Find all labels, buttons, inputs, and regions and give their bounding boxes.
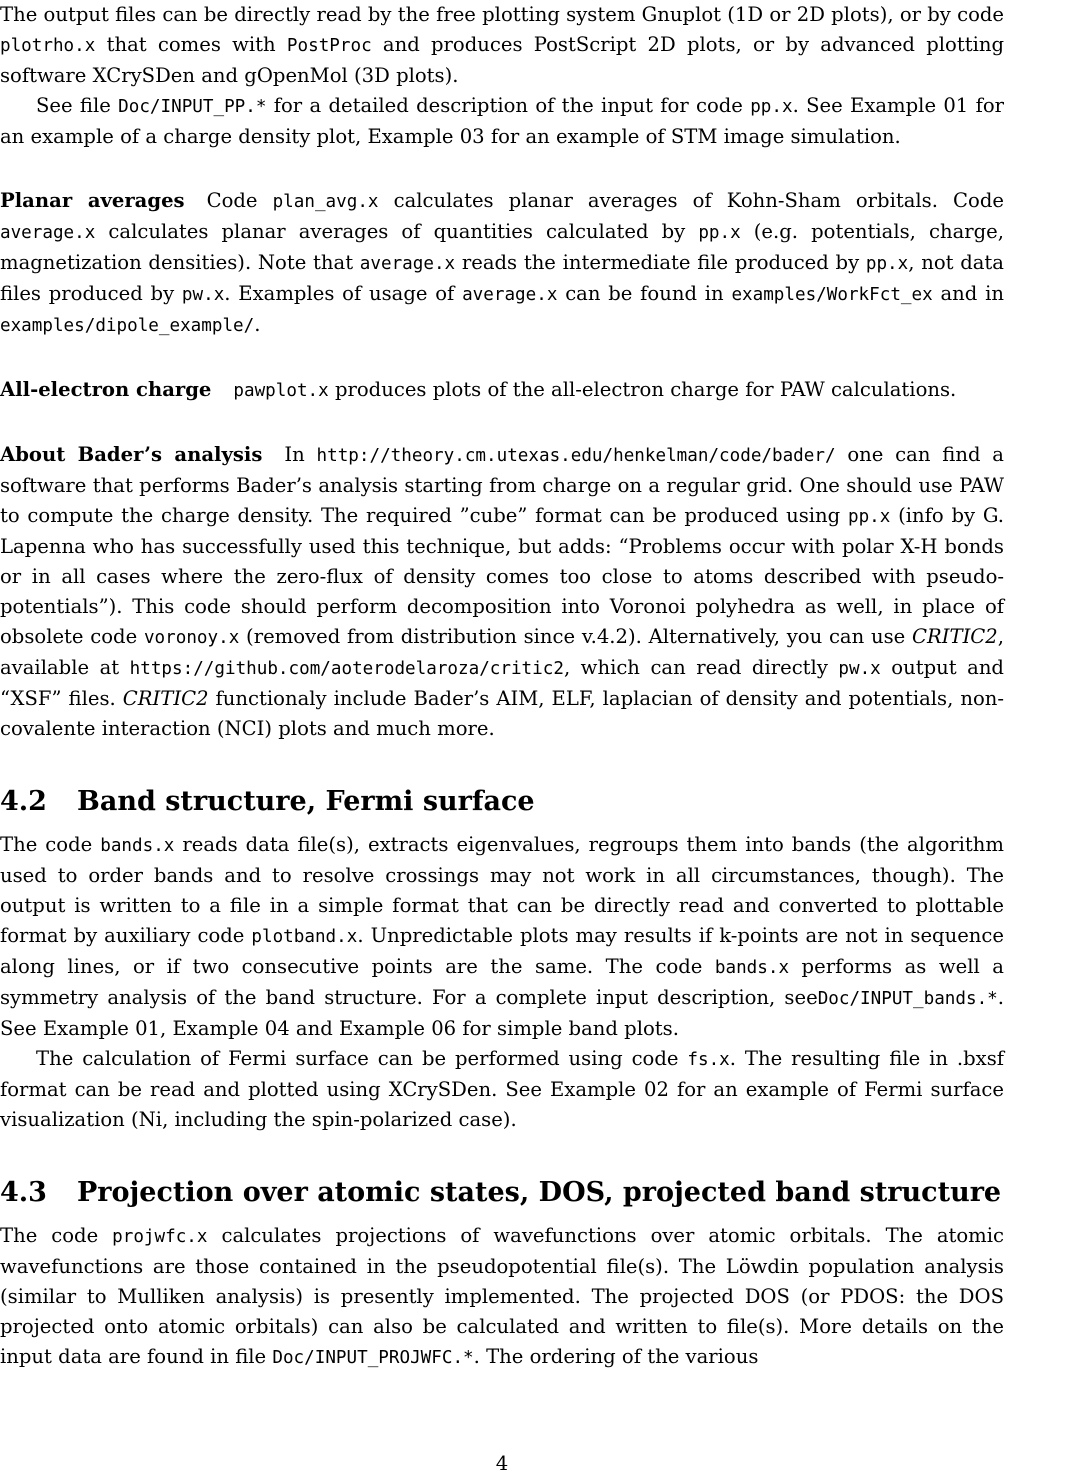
all-electron-heading: All-electron charge	[0, 378, 212, 401]
intro-paragraph-1: The output files can be directly read by the free plotting system Gnuplot (1D or 2D plots), or by code plotrho.x that comes with PostProc and produces PostScript 2D plots, or by advanced plotting software XCrySDen and gOpenMol (3D plots).	[0, 3, 1004, 87]
path-workfct-example: examples/WorkFct_ex	[731, 285, 933, 305]
section-4-3-paragraph-1: The code projwfc.x calculates projections of wavefunctions over atomic orbitals. The atomic wavefunctions are those contained in the pseudopotential file(s). The Löwdin population analysis (similar to Mulliken analysis) is presently implemented. The projected DOS (or PDOS: the DOS projected onto atomic orbitals) can also be calculated and written to file(s). More details on the input data are found in file Doc/INPUT_PROJWFC.*. The ordering of the various	[0, 1224, 1005, 1368]
bader-paragraph: About Bader’s analysis In http://theory.cm.utexas.edu/henkelman/code/bader/ one can find a software that performs Bader’s analysis starting from charge on a regular grid. One should use PAW to compute the charge density. The required ”cube” format can be produced using pp.x (info by G. Lapenna who has successfully used this technique, but adds: “Problems occur with polar X-H bonds or in all cases where the zero-flux of density comes too close to atoms described with pseudo-potentials”). This code should perform decomposition into Voronoi polyhedra as well, in place of obsolete code voronoy.x (removed from distribution since v.4.2). Alternatively, you can use CRITIC2, available at https://github.com/aoterodelaroza/critic2, which can read directly pw.x output and “XSF” files. CRITIC2 functionaly include Bader’s AIM, ELF, laplacian of density and potentials, non-covalente interaction (NCI) plots and much more.	[0, 443, 1005, 740]
code-plotrho: plotrho.x	[0, 36, 96, 56]
section-4-2-paragraph-2: The calculation of Fermi surface can be performed using code fs.x. The resulting file in .bxsf format can be read and plotted using XCrySDen. See Example 02 for an example of Fermi surface visualization (Ni, including the spin-polarized case).	[0, 1047, 1004, 1131]
path-dipole-example: examples/dipole_example/	[0, 316, 255, 336]
spacer	[0, 1135, 1004, 1175]
code-pp: pp.x	[750, 97, 793, 117]
section-4-3-heading: 4.3 Projection over atomic states, DOS, projected band structure	[0, 1177, 1002, 1208]
bader-heading: About Bader’s analysis	[0, 443, 263, 466]
section-4-2-heading: 4.2 Band structure, Fermi surface	[0, 786, 535, 817]
code-postproc: PostProc	[286, 36, 372, 56]
spacer	[0, 406, 1004, 440]
section-4-2-paragraph-1: The code bands.x reads data file(s), extracts eigenvalues, regroups them into bands (the algorithm used to order bands and to resolve crossings may not work in all circumstances, though). The output is written to a file in a simple format that can be directly read and converted to plottable format by auxiliary code plotband.x. Unpredictable plots may results if k-points are not in sequence along lines, or if two consecutive points are the same. The code bands.x performs as well a symmetry analysis of the band structure. For a complete input description, seeDoc/INPUT_bands.*. See Example 01, Example 04 and Example 06 for simple band plots.	[0, 833, 1004, 1040]
intro-paragraph-2: See file Doc/INPUT_PP.* for a detailed description of the input for code pp.x. See Example 01 for an example of a charge density plot, Example 03 for an example of STM image simulation.	[0, 94, 1004, 148]
spacer	[0, 820, 1004, 830]
bader-url: http://theory.cm.utexas.edu/henkelman/code/bader/	[316, 446, 836, 466]
page-number: 4	[495, 1452, 509, 1475]
spacer	[0, 1211, 1004, 1221]
spacer	[0, 341, 1004, 375]
planar-averages-heading: Planar averages	[0, 189, 185, 212]
spacer	[0, 152, 1004, 186]
all-electron-paragraph: All-electron charge pawplot.x produces plots of the all-electron charge for PAW calculations.	[0, 378, 957, 401]
spacer	[0, 744, 1004, 784]
critic2-url: https://github.com/aoterodelaroza/critic2	[129, 659, 564, 679]
planar-averages-paragraph: Planar averages Code plan_avg.x calculates planar averages of Kohn-Sham orbitals. Code average.x calculates planar averages of quantities calculated by pp.x (e.g. potentials, charge, magnetization densities). Note that average.x reads the intermediate file produced by pp.x, not data files produced by pw.x. Examples of usage of average.x can be found in examples/WorkFct_ex and in examples/dipole_example/.	[0, 189, 1004, 336]
file-input-pp: Doc/INPUT_PP.*	[118, 97, 267, 117]
